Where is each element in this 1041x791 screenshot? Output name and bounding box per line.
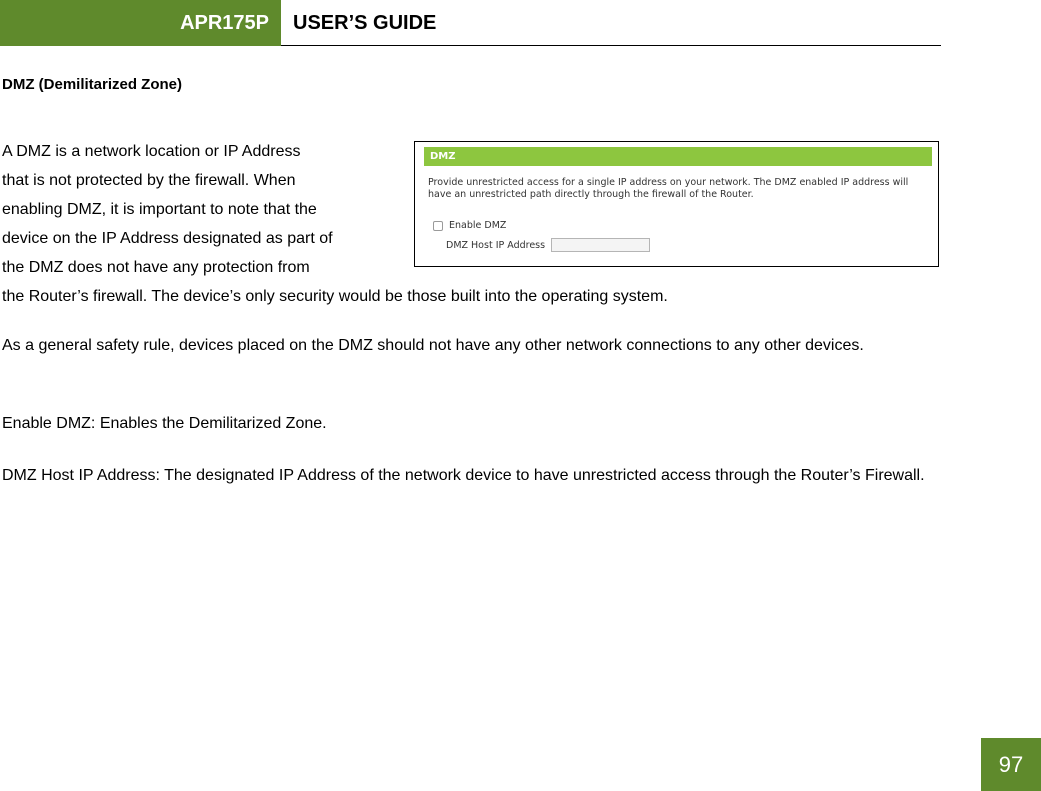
dmz-host-label: DMZ Host IP Address [446,239,546,251]
safety-paragraph: As a general safety rule, devices placed on the DMZ should not have any other network connections to any other devices. [2,337,864,354]
header-divider [281,45,941,46]
intro-line: A DMZ is a network location or IP Address [2,143,301,160]
intro-line: that is not protected by the firewall. When [2,172,296,189]
dmz-panel-title: DMZ [424,147,932,166]
enable-dmz-label: Enable DMZ [449,220,507,231]
dmz-settings-screenshot [414,141,939,267]
header-guide-title: USER’S GUIDE [293,12,437,34]
enable-dmz-paragraph: Enable DMZ: Enables the Demilitarized Zone. [2,415,327,432]
enable-dmz-checkbox[interactable] [433,221,443,231]
section-heading: DMZ (Demilitarized Zone) [2,76,183,93]
host-ip-paragraph: DMZ Host IP Address: The designated IP Address of the network device to have unrestricted access through the Router’s Firewall. [2,467,925,484]
dmz-host-ip-input[interactable] [551,238,650,252]
intro-line: the DMZ does not have any protection from [2,259,310,276]
header-product-name: APR175P [0,0,281,46]
intro-line: the Router’s firewall. The device’s only security would be those built into the operating system. [2,288,668,305]
intro-line: enabling DMZ, it is important to note that the [2,201,317,218]
dmz-host-row [446,238,650,252]
dmz-panel-description: Provide unrestricted access for a single IP address on your network. The DMZ enabled IP address will have an unrestricted path directly through the firewall of the Router. [428,177,909,200]
page-number: 97 [981,738,1041,791]
enable-dmz-row[interactable] [433,220,506,231]
intro-line: device on the IP Address designated as part of [2,230,333,247]
